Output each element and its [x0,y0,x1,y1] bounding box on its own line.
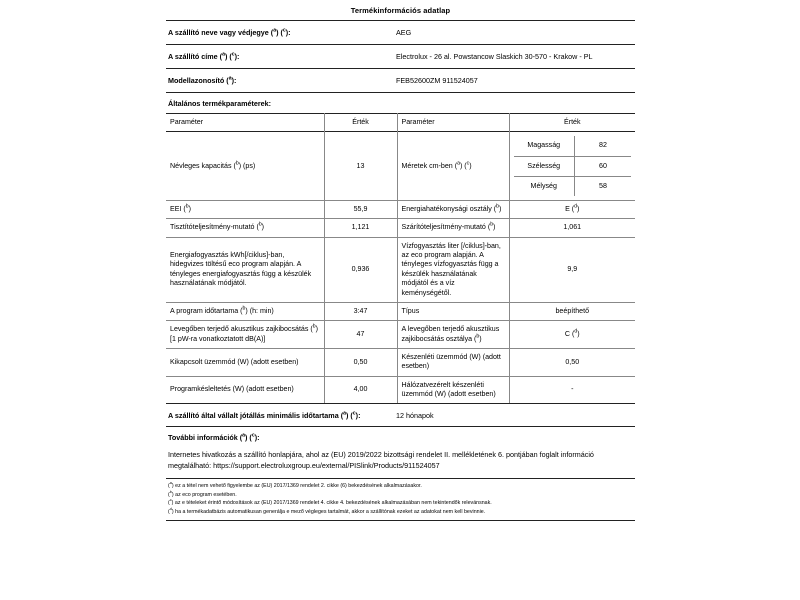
supplier-address-label-mid: ) ( [224,52,232,61]
supplier-address-label-text: A szállító címe ( [168,52,223,61]
param-label-post: ) [469,161,472,170]
param-noise-emission [166,321,324,349]
footnote-item: ($^c$) az e tételeket érintő módosítások az (EU) 2017/1369 rendelet 4. cikke 4. bekezdésének alkalmazásában nem tekintendők relevánsnak. [168,498,492,507]
param-label-pre: Névleges kapacitás ( [170,161,236,170]
footnote-text: ha a termékadatbázis automatikusan generálja e mező végleges tartalmát, akkor a szállítónak ezeket az adatokat nem kell bevinnie. [175,509,486,516]
param-delay-start: Programkésleltetés (W) (adott esetben) [170,385,294,394]
param-energy-class [397,201,509,219]
dimensions-subtable [514,136,632,196]
param-label-pre: Méretek cm-ben ( [401,161,458,170]
table-row [166,376,635,403]
param-label-post: ) [498,205,502,214]
header-value-left: Érték [324,114,397,132]
value-text-post: ) [577,205,580,214]
footnote-marker-c: c [466,160,470,167]
further-info-heading-end: ): [254,433,260,443]
value-standby-mode: 0,50 [509,348,635,376]
supplier-address-label-end: ): [234,52,240,61]
param-label-post: ) (h: min) [245,306,274,315]
table-row [166,348,635,376]
value-networked-standby: - [509,376,635,403]
warranty-label [166,405,392,426]
general-parameters-heading: Általános termékparaméterek: [166,92,635,113]
table-row [166,302,635,320]
value-noise-emission: 47 [324,321,397,349]
model-identifier-label-text: Modellazonosító ( [168,76,229,85]
dimension-label-depth: Mélység [514,176,575,196]
footnote-marker-a: a [273,27,277,34]
footnote-text: az e tételeket érintő módosítások az (EU) 2017/1369 rendelet 4. cikke 4. bekezdésének alkalmazásában nem tekintendők relevánsnak. [174,500,492,507]
param-label-post: ) [1 pW-ra vonatkoztatott dB(A)] [170,325,318,343]
model-identifier-value: FEB52600ZM 911524057 [396,76,478,85]
param-standby-mode: Készenléti üzemmód (W) (adott esetben) [397,348,509,376]
supplier-name-value: AEG [396,28,412,37]
page-title: Termékinformációs adatlap [350,6,451,15]
dimension-value-width: 60 [575,156,632,176]
footnote-marker-c: c [251,433,255,440]
further-info-heading-mid: ) ( [245,433,252,443]
value-off-mode: 0,50 [324,348,397,376]
param-noise-class [397,321,509,349]
warranty-row [166,403,635,426]
value-text: E ( [565,205,575,214]
value-rated-capacity: 13 [324,132,397,201]
supplier-name-label-text: A szállító neve vagy védjegye ( [168,28,274,37]
value-delay-start: 4,00 [324,376,397,403]
supplier-name-row [166,20,635,44]
footnote-marker-b: b [258,222,262,229]
table-header-row [166,114,635,132]
param-type: Típus [397,302,509,320]
warranty-label-text: A szállító által vállalt jótállás minimális időtartama ( [168,410,344,420]
param-label-pre: Levegőben terjedő akusztikus zajkibocsátás ( [170,325,313,334]
dimension-value-height: 82 [575,136,632,156]
param-energy-consumption: Energiafogyasztás kWh[/ciklus]-ban, hidegvizes töltésű eco program alapján. A tényleges energiafogyasztás függ a készülék használatának módjától. [170,251,312,288]
param-label-pre: EEI ( [170,205,186,214]
footnote-marker-d: d [574,203,578,210]
param-program-duration [166,302,324,320]
model-identifier-label [166,70,392,91]
model-identifier-row [166,68,635,92]
footnote-marker-b: b [235,160,239,167]
warranty-label-mid: ) ( [345,410,353,420]
value-text-post: ) [577,329,580,338]
value-energy-class [509,201,635,219]
footnote-marker-b: b [490,222,494,229]
table-row [166,201,635,219]
param-water-consumption: Vízfogyasztás liter [/ciklus]-ban, az eco program alapján. A tényleges vízfogyasztás függ a készülék használatának módjától és a víz keménységétől. [397,237,509,302]
footnote-marker-d: d [169,507,172,512]
footnote-marker-b: b [242,305,246,312]
value-energy-consumption: 0,936 [324,237,397,302]
value-water-consumption: 9,9 [509,237,635,302]
footnote-marker-d: d [574,328,578,335]
supplier-name-label [166,22,392,43]
further-information-body: Internetes hivatkozás a szállító honlapjára, ahol az (EU) 2019/2022 bizottsági rendelet II. mellékletének 6. pontjában foglalt információ megtalálható: https://support.electroluxgroup.eu/external/PISlink/Products/911524057 [168,450,594,470]
value-drying-index: 1,061 [509,219,635,237]
dimension-label-height: Magasság [527,141,561,150]
footnote-item: ($^b$) az eco program esetében. [168,490,237,498]
warranty-label-end: ): [355,410,361,420]
footnote-text: ez a tétel nem vehető figyelembe az (EU) 2017/1369 rendelet 2. cikke (6) bekezdésének alkalmazásakor. [175,483,422,490]
footnote-marker-a: a [242,433,246,440]
model-identifier-label-end: ): [231,76,237,85]
value-noise-class [509,321,635,349]
param-label-mid: ) ( [459,161,467,170]
footnote-item: ($^d$) ha a termékadatbázis automatikusan generálja e mező végleges tartalmát, akkor a szállítónak ezeket az adatokat nem kell bevinnie. [168,507,486,516]
warranty-value: 12 hónapok [396,410,434,420]
table-row [166,237,635,302]
header-value-right: Érték [509,114,635,132]
footnote-marker-b: b [185,203,189,210]
value-cleaning-index: 1,121 [324,219,397,237]
footnote-marker-a: a [228,75,232,82]
param-label-post: ) [493,223,496,232]
param-rated-capacity [166,132,324,201]
param-off-mode: Kikapcsolt üzemmód (W) (adott esetben) [170,357,299,366]
dimension-row-height [514,136,632,156]
param-cleaning-index [166,219,324,237]
value-type: beépíthető [509,302,635,320]
supplier-name-label-end: ): [285,28,291,37]
param-label-post: ) [479,334,482,343]
param-label-pre: Szárítóteljesítmény-mutató ( [401,223,491,232]
footnote-marker-b: b [496,203,499,210]
footnotes-block [166,478,635,520]
further-information-heading [166,426,635,446]
footnote-marker-a: a [169,481,172,486]
table-row [166,219,635,237]
dimension-row-depth [514,176,632,196]
footnote-marker-a: a [457,160,460,167]
value-text: C ( [564,329,575,338]
header-param-left: Paraméter [170,118,204,126]
dimension-value-depth: 58 [575,176,632,196]
footnote-item: ($^a$) ez a tétel nem vehető figyelembe az (EU) 2017/1369 rendelet 2. cikke (6) bekezdésének alkalmazásakor. [168,481,422,490]
footnote-marker-c: c [231,51,235,58]
product-information-sheet [166,0,635,521]
value-program-duration: 3:47 [324,302,397,320]
param-label-post: ) [188,205,191,214]
footnote-text: az eco program esetében. [175,491,237,498]
supplier-address-label [166,46,392,67]
dimension-row-width [514,156,632,176]
table-row [166,321,635,349]
header-param-right: Paraméter [397,114,509,132]
footnote-marker-a: a [222,51,225,58]
footnote-marker-c: c [169,498,172,503]
param-drying-index [397,219,509,237]
footnote-marker-b: b [476,333,480,340]
param-label-pre: Tisztítóteljesítmény-mutató ( [170,223,259,232]
footnote-marker-c: c [352,410,356,417]
footnote-marker-a: a [343,410,346,417]
further-info-heading-text: További információk ( [168,433,243,443]
param-label-pre: A program időtartama ( [170,306,243,315]
footnote-marker-b: b [312,323,316,330]
supplier-name-label-mid: ) ( [276,28,283,37]
param-dimensions [397,132,509,201]
param-networked-standby: Hálózatvezérelt készenléti üzemmód (W) (adott esetben) [397,376,509,403]
value-dimensions [509,132,635,201]
general-parameters-table [166,113,635,403]
dimension-label-width: Szélesség [514,156,575,176]
supplier-address-value: Electrolux - 26 al. Powstancow Slaskich 30-570 - Krakow - PL [396,52,593,61]
footnote-marker-c: c [282,27,286,34]
param-label-post: ) [261,223,265,232]
table-row [166,132,635,201]
param-eei [166,201,324,219]
param-label-post: ) (ps) [238,161,256,170]
footnote-marker-b: b [169,490,172,495]
value-eei: 55,9 [324,201,397,219]
param-label-pre: A levegőben terjedő akusztikus zajkibocsátás osztálya ( [401,325,500,343]
param-label-pre: Energiahatékonysági osztály ( [401,205,497,214]
supplier-address-row [166,44,635,68]
